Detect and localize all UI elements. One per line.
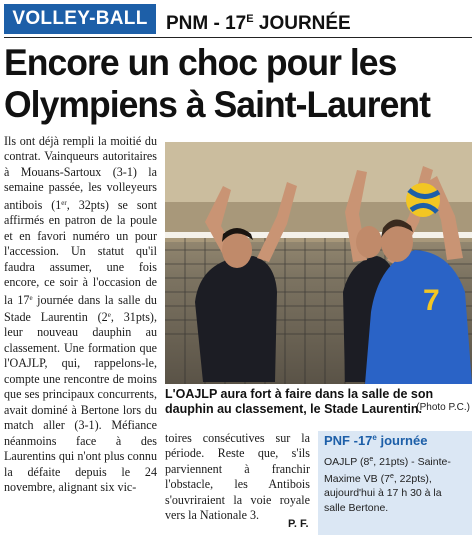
article-paragraph-continued: toires consécutives sur la période. Reste que, s'ils parviennent à franchir l'obstacle, les Antibois s'ouvriraient la voie royale vers la Nationale 3.: [165, 431, 310, 523]
headline-line-2: Olympiens à Saint-Laurent: [4, 84, 431, 125]
article-column-2: [165, 431, 310, 524]
schedule-title-sup: e: [372, 433, 377, 442]
league-suffix: JOURNÉE: [253, 13, 351, 34]
league-sup: E: [246, 13, 254, 25]
schedule-text-b: , 21pts) - Sainte-Maxime VB (7: [324, 456, 451, 485]
header-rule: [4, 37, 472, 38]
photo-credit: (Photo P.C.): [416, 402, 470, 413]
article-column-1: [4, 134, 157, 495]
schedule-title: [324, 433, 427, 448]
body-text-d: , 31pts), leur nouveau dauphin au classement. Une formation que l'OAJLP, qui, rappelons-le, compte une rencontre de moins que ses principaux concurrents, avait dominé à Bertone lors du match aller (3-1). Méfiance néanmoins face à des Laurentins qui n'ont plus connu la défaite depuis le 24 novembre, alignant six vic-: [4, 309, 157, 494]
headline-line-1: Encore un choc pour les: [4, 42, 397, 83]
section-badge: VOLLEY-BALL: [4, 4, 156, 34]
league-kicker: [166, 4, 351, 34]
photo-caption: L'OAJLP aura fort à faire dans la salle de son dauphin au classement, le Stade Laurentin.: [165, 387, 434, 416]
league-label: PNM - 17: [166, 13, 247, 34]
schedule-text-a: OAJLP (8: [324, 456, 370, 468]
schedule-text: [324, 453, 464, 515]
headline: [4, 42, 455, 126]
match-photo: [165, 142, 472, 384]
schedule-title-suffix: journée: [376, 433, 428, 448]
jersey-number: 7: [423, 284, 440, 317]
volleyball: [406, 183, 440, 217]
schedule-title-text: PNF -17: [324, 433, 373, 448]
article-paragraph: [4, 134, 157, 495]
schedule-sup-a: e: [369, 456, 374, 463]
body-sup-c: e: [107, 310, 111, 319]
body-sup-a: er: [61, 198, 67, 207]
schedule-box: [318, 431, 472, 535]
body-text-a: Ils ont déjà rempli la moitié du contrat. Vainqueurs autoritaires à Mouans-Sartoux (3-1) la semaine passée, les volleyeurs antibois (1: [4, 134, 157, 212]
schedule-text-c: , 22pts), aujourd'hui à 17 h 30 à la salle Bertone.: [324, 472, 442, 514]
body-sup-b: e: [29, 293, 33, 302]
schedule-sup-b: e: [389, 472, 394, 480]
body-text-c: journée dans la salle du Stade Laurentin (2: [4, 292, 157, 324]
byline: P. F.: [288, 518, 309, 530]
body-text-b: , 32pts) se sont affirmés en patron de la poule et en favori numéro un pour l'accession. Un statut qu'il faudra assumer, une fois encore, ce soir à l'occasion de la 17: [4, 197, 157, 307]
photo-illustration: [165, 142, 472, 384]
